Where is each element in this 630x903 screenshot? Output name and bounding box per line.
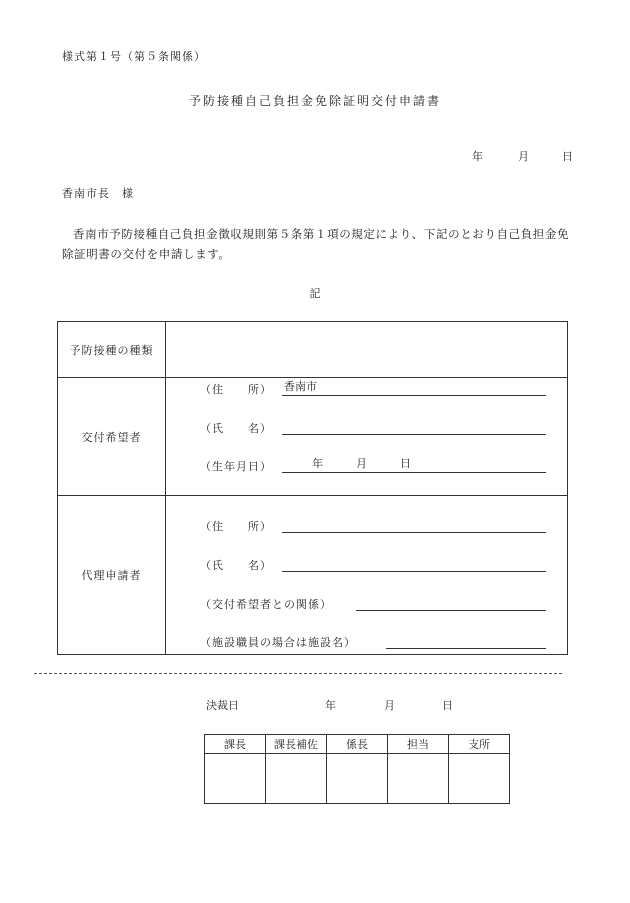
date-month: 月 <box>518 150 529 163</box>
applicant-label: 交付希望者 <box>58 378 166 496</box>
stamp-box[interactable] <box>327 754 388 804</box>
stamp-header: 係長 <box>327 735 388 754</box>
agent-label: 代理申請者 <box>58 496 166 655</box>
birth-day: 日 <box>400 457 411 470</box>
applicant-birth-field[interactable] <box>282 458 546 473</box>
stamp-box[interactable] <box>388 754 449 804</box>
stamp-header: 課長補佐 <box>266 735 327 754</box>
agent-facility-label: （施設職員の場合は施設名） <box>200 636 356 649</box>
stamp-box[interactable] <box>205 754 266 804</box>
agent-address-label: （住 所） <box>200 520 272 533</box>
vaccine-type-field[interactable] <box>166 322 568 378</box>
decision-date-label: 決裁日 <box>206 699 239 712</box>
agent-relation-label: （交付希望者との関係） <box>200 598 332 611</box>
stamp-header: 課長 <box>205 735 266 754</box>
decision-day: 日 <box>442 699 453 712</box>
vaccine-type-label: 予防接種の種類 <box>58 322 166 378</box>
cut-line <box>34 673 562 674</box>
document-title: 予防接種自己負担金免除証明交付申請書 <box>188 94 441 108</box>
applicant-address-value: 香南市 <box>284 380 317 393</box>
addressee: 香南市長 様 <box>62 187 134 200</box>
stamp-box[interactable] <box>266 754 327 804</box>
applicant-birth-label: （生年月日） <box>200 460 272 473</box>
date-year: 年 <box>472 150 483 163</box>
birth-year: 年 <box>312 457 323 470</box>
agent-address-field[interactable] <box>282 518 546 533</box>
decision-month: 月 <box>384 699 395 712</box>
decision-year: 年 <box>325 699 336 712</box>
applicant-address-field[interactable] <box>282 381 546 396</box>
applicant-name-field[interactable] <box>282 420 546 435</box>
date-day: 日 <box>562 150 573 163</box>
agent-name-label: （氏 名） <box>200 559 272 572</box>
agent-name-field[interactable] <box>282 557 546 572</box>
stamp-header: 支所 <box>449 735 510 754</box>
stamp-header: 担当 <box>388 735 449 754</box>
ki-heading: 記 <box>309 287 321 300</box>
applicant-name-label: （氏 名） <box>200 422 272 435</box>
applicant-address-label: （住 所） <box>200 383 272 396</box>
agent-facility-field[interactable] <box>386 634 546 649</box>
birth-month: 月 <box>356 457 367 470</box>
approval-stamp-table <box>204 734 510 804</box>
agent-relation-field[interactable] <box>356 596 546 611</box>
form-number: 様式第１号（第５条関係） <box>62 50 206 63</box>
stamp-box[interactable] <box>449 754 510 804</box>
body-text: 香南市予防接種自己負担金徴収規則第５条第１項の規定により、下記のとおり自己負担金免除証明書の交付を申請します。 <box>62 227 570 261</box>
